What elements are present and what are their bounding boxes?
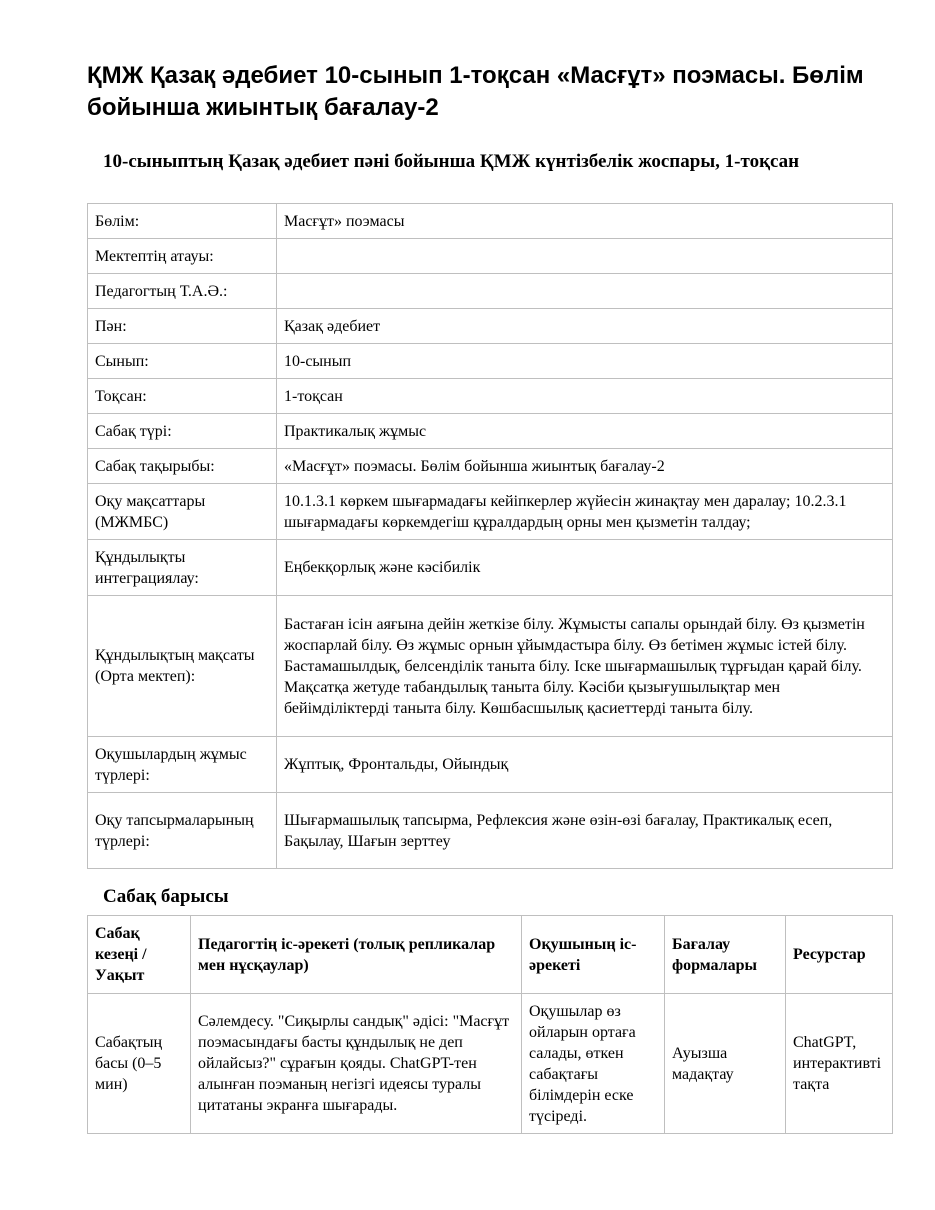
plan-heading: 10-сыныптың Қазақ әдебиет пәні бойынша ҚМЖ күнтізбелік жоспары, 1-тоқсан (103, 151, 800, 172)
plan-row-value: Бастаған ісін аяғына дейін жеткізе білу. Жұмысты сапалы орындай білу. Өз қызметін жоспарлай білу. Өз жұмыс орнын ұйымдастыра білу. Өз бетімен жұмыс істей білу. Бастамашылдық, белсенділік таныта білу. Іске шығармашылық тұрғыдан қарай білу. Мақсатқа жетуде табандылық таныта білу. Кәсіби қызығушылықтар мен бейімділіктерді таныта білу. Көшбасшылық қасиеттерді таныта білу. (277, 596, 893, 737)
table-row (88, 994, 893, 1134)
lesson-flow-table (87, 915, 893, 1134)
plan-row-value: Жұптық, Фронтальды, Ойындық (277, 737, 893, 793)
plan-row-learning-goals (88, 484, 893, 540)
plan-row-label: Пән: (88, 309, 277, 344)
plan-row-value: «Масғұт» поэмасы. Бөлім бойынша жиынтық бағалау-2 (277, 449, 893, 484)
plan-row-value: Еңбекқорлық және кәсібилік (277, 540, 893, 596)
plan-row-value: 1-тоқсан (277, 379, 893, 414)
plan-row-section (88, 204, 893, 239)
plan-row-label: Педагогтың Т.А.Ә.: (88, 274, 277, 309)
teacher-cell: Сәлемдесу. "Сиқырлы сандық" әдісі: "Масғұт поэмасындағы басты құндылық не деп ойлайсыз?" сұрағын қояды. ChatGPT-тен алынған поэманың негізгі идеясы туралы цитатаны экранға шығарады. (191, 994, 522, 1134)
column-header-teacher: Педагогтің іс-әрекеті (толық репликалар мен нұсқаулар) (191, 916, 522, 994)
column-header-student: Оқушының іс-әрекеті (522, 916, 665, 994)
plan-row-quarter (88, 379, 893, 414)
plan-row-subject (88, 309, 893, 344)
plan-row-label: Сабақ тақырыбы: (88, 449, 277, 484)
lesson-header-row (88, 916, 893, 994)
plan-row-label: Оқу мақсаттары (МЖМБС) (88, 484, 277, 540)
plan-row-value: Практикалық жұмыс (277, 414, 893, 449)
document-title: ҚМЖ Қазақ әдебиет 10-сынып 1-тоқсан «Масғұт» поэмасы. Бөлім бойынша жиынтық бағалау-2 (87, 62, 864, 121)
plan-info-table (87, 203, 893, 869)
plan-row-value-goal (88, 596, 893, 737)
plan-row-value: 10-сынып (277, 344, 893, 379)
stage-cell: Сабақтың басы (0–5 мин) (88, 994, 191, 1134)
lesson-heading: Сабақ барысы (103, 886, 229, 907)
plan-row-lesson-topic (88, 449, 893, 484)
plan-row-school (88, 239, 893, 274)
plan-row-value (277, 239, 893, 274)
plan-row-label: Оқушылардың жұмыс түрлері: (88, 737, 277, 793)
plan-row-value (277, 274, 893, 309)
plan-row-label: Мектептің атауы: (88, 239, 277, 274)
resources-cell: ChatGPT, интерактивті тақта (786, 994, 893, 1134)
plan-row-value: Қазақ әдебиет (277, 309, 893, 344)
plan-row-work-forms (88, 737, 893, 793)
assessment-cell: Ауызша мадақтау (665, 994, 786, 1134)
student-cell: Оқушылар өз ойларын ортаға салады, өткен сабақтағы білімдерін еске түсіреді. (522, 994, 665, 1134)
plan-row-value: 10.1.3.1 көркем шығармадағы кейіпкерлер жүйесін жинақтау мен даралау; 10.2.3.1 шығармадағы көркемдегіш құралдардың орны мен қызметін талдау; (277, 484, 893, 540)
plan-row-task-types (88, 793, 893, 869)
plan-row-label: Сабақ түрі: (88, 414, 277, 449)
column-header-resources: Ресурстар (786, 916, 893, 994)
plan-row-label: Бөлім: (88, 204, 277, 239)
plan-row-label: Оқу тапсырмаларының түрлері: (88, 793, 277, 869)
plan-row-lesson-type (88, 414, 893, 449)
plan-row-value: Шығармашылық тапсырма, Рефлексия және өзін-өзі бағалау, Практикалық есеп, Бақылау, Шағын зерттеу (277, 793, 893, 869)
plan-row-teacher (88, 274, 893, 309)
plan-row-label: Тоқсан: (88, 379, 277, 414)
column-header-stage: Сабақ кезеңі / Уақыт (88, 916, 191, 994)
column-header-assessment: Бағалау формалары (665, 916, 786, 994)
plan-row-label: Сынып: (88, 344, 277, 379)
plan-row-label: Құндылықты интеграциялау: (88, 540, 277, 596)
plan-row-value: Масғұт» поэмасы (277, 204, 893, 239)
plan-row-value-integration (88, 540, 893, 596)
plan-row-grade (88, 344, 893, 379)
plan-row-label: Құндылықтың мақсаты (Орта мектеп): (88, 596, 277, 737)
